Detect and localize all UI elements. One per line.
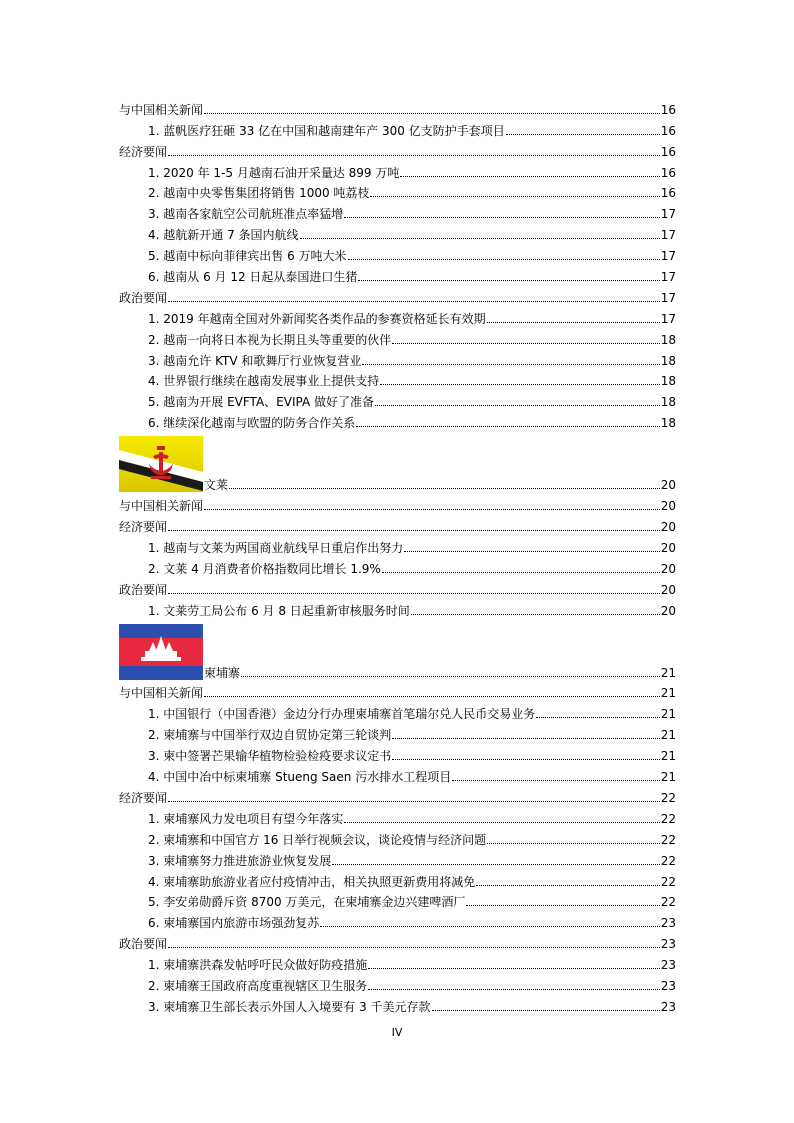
toc-page-number: 20: [660, 582, 676, 597]
toc-page-number: 20: [660, 520, 676, 535]
toc-title: 2. 越南一向将日本视为长期且头等重要的伙伴: [148, 332, 392, 347]
toc-entry[interactable]: [119, 180, 676, 201]
toc-title: 与中国相关新闻: [119, 686, 204, 701]
toc-entry[interactable]: [119, 368, 676, 389]
toc-entry[interactable]: [119, 555, 676, 576]
toc-page-number: 16: [660, 144, 676, 159]
dot-leader: [411, 614, 660, 615]
toc-entry[interactable]: [119, 221, 676, 242]
toc-page-number: 22: [660, 895, 676, 910]
toc-entry[interactable]: [119, 388, 676, 409]
toc-page-number: 22: [660, 874, 676, 889]
dot-leader: [168, 301, 660, 302]
toc-entry[interactable]: [119, 909, 676, 930]
toc-page-number: 16: [660, 123, 676, 138]
toc-entry[interactable]: [119, 951, 676, 972]
toc-title: 3. 柬埔寨卫生部长表示外国人入境要有 3 千美元存款: [148, 999, 431, 1014]
toc-entry[interactable]: [119, 721, 676, 742]
toc-title: 1. 越南与文莱为两国商业航线早日重启作出努力: [148, 540, 404, 555]
toc-entry[interactable]: [119, 242, 676, 263]
dot-leader: [506, 134, 660, 135]
cambodia-flag: [119, 624, 203, 680]
toc-page-number: 17: [660, 207, 676, 222]
table-of-contents: [119, 96, 676, 1014]
toc-entry[interactable]: [119, 534, 676, 555]
toc-title: 5. 越南中标向菲律宾出售 6 万吨大米: [148, 249, 347, 264]
toc-entry[interactable]: [119, 805, 676, 826]
toc-title: 4. 世界银行继续在越南发展事业上提供支持: [148, 374, 380, 389]
toc-title: 柬埔寨: [204, 665, 241, 680]
toc-country-heading[interactable]: [119, 430, 676, 492]
dot-leader: [382, 572, 660, 573]
dot-leader: [356, 426, 659, 427]
toc-title: 1. 柬埔寨洪森发帖呼吁民众做好防疫措施: [148, 958, 368, 973]
toc-section-heading[interactable]: [119, 96, 676, 117]
toc-title: 与中国相关新闻: [119, 499, 204, 514]
toc-title: 1. 文莱劳工局公布 6 月 8 日起重新审核服务时间: [148, 603, 410, 618]
toc-entry[interactable]: [119, 847, 676, 868]
toc-entry[interactable]: [119, 326, 676, 347]
toc-page-number: 20: [660, 540, 676, 555]
toc-entry[interactable]: [119, 700, 676, 721]
dot-leader: [375, 405, 660, 406]
dot-leader: [400, 176, 659, 177]
toc-title: 3. 柬埔寨努力推进旅游业恢复发展: [148, 853, 332, 868]
toc-entry[interactable]: [119, 409, 676, 430]
dot-leader: [432, 1010, 660, 1011]
dot-leader: [344, 822, 659, 823]
dot-leader: [168, 155, 660, 156]
toc-page-number: 23: [660, 999, 676, 1014]
toc-page-number: 18: [660, 374, 676, 389]
dot-leader: [358, 280, 659, 281]
toc-section-heading[interactable]: [119, 138, 676, 159]
toc-page-number: 21: [660, 686, 676, 701]
toc-section-heading[interactable]: [119, 284, 676, 305]
toc-section-heading[interactable]: [119, 513, 676, 534]
toc-page-number: 20: [660, 603, 676, 618]
toc-country-heading[interactable]: [119, 618, 676, 680]
toc-page-number: 21: [660, 665, 676, 680]
dot-leader: [168, 530, 660, 531]
toc-title: 政治要闻: [119, 290, 168, 305]
dot-leader: [362, 364, 659, 365]
dot-leader: [392, 759, 659, 760]
toc-page-number: 23: [660, 958, 676, 973]
toc-page-number: 16: [660, 102, 676, 117]
toc-section-heading[interactable]: [119, 784, 676, 805]
dot-leader: [168, 947, 660, 948]
brunei-flag: [119, 436, 203, 492]
toc-page-number: 23: [660, 916, 676, 931]
toc-title: 5. 越南为开展 EVFTA、EVIPA 做好了准备: [148, 395, 374, 410]
dot-leader: [168, 801, 660, 802]
page-number: IV: [391, 1026, 403, 1039]
toc-page-number: 21: [660, 770, 676, 785]
toc-title: 2. 柬埔寨和中国官方 16 日举行视频会议，谈论疫情与经济问题: [148, 832, 487, 847]
dot-leader: [370, 196, 659, 197]
toc-title: 1. 柬埔寨风力发电项目有望今年落实: [148, 811, 344, 826]
toc-section-heading[interactable]: [119, 930, 676, 951]
toc-title: 4. 越航新开通 7 条国内航线: [148, 228, 299, 243]
toc-section-heading[interactable]: [119, 576, 676, 597]
toc-title: 6. 继续深化越南与欧盟的防务合作关系: [148, 416, 356, 431]
toc-title: 政治要闻: [119, 582, 168, 597]
toc-page-number: 22: [660, 853, 676, 868]
dot-leader: [348, 259, 660, 260]
dot-leader: [487, 843, 660, 844]
dot-leader: [487, 322, 660, 323]
toc-title: 与中国相关新闻: [119, 102, 204, 117]
toc-page-number: 20: [660, 478, 676, 493]
toc-title: 经济要闻: [119, 520, 168, 535]
toc-title: 6. 越南从 6 月 12 日起从泰国进口生猪: [148, 270, 358, 285]
toc-page-number: 16: [660, 186, 676, 201]
dot-leader: [380, 384, 659, 385]
dot-leader: [168, 593, 660, 594]
dot-leader: [368, 968, 659, 969]
toc-page-number: 21: [660, 728, 676, 743]
toc-section-heading[interactable]: [119, 680, 676, 701]
toc-title: 6. 柬埔寨国内旅游市场强劲复苏: [148, 916, 320, 931]
dot-leader: [452, 780, 660, 781]
toc-page-number: 16: [660, 165, 676, 180]
toc-entry[interactable]: [119, 889, 676, 910]
toc-title: 政治要闻: [119, 937, 168, 952]
toc-page-number: 23: [660, 937, 676, 952]
dot-leader: [204, 113, 660, 114]
toc-title: 经济要闻: [119, 790, 168, 805]
toc-entry[interactable]: [119, 826, 676, 847]
dot-leader: [392, 343, 659, 344]
toc-entry[interactable]: [119, 763, 676, 784]
toc-title: 2. 柬埔寨与中国举行双边自贸协定第三轮谈判: [148, 728, 392, 743]
toc-title: 4. 中国中冶中标柬埔寨 Stueng Saen 污水排水工程项目: [148, 770, 452, 785]
toc-page-number: 18: [660, 353, 676, 368]
dot-leader: [368, 989, 659, 990]
toc-page-number: 18: [660, 416, 676, 431]
toc-title: 1. 2020 年 1-5 月越南石油开采量达 899 万吨: [148, 165, 400, 180]
toc-title: 2. 柬埔寨王国政府高度重视辖区卫生服务: [148, 978, 368, 993]
toc-title: 3. 柬中签署芒果输华植物检验检疫要求议定书: [148, 749, 392, 764]
toc-title: 1. 蓝帆医疗狂砸 33 亿在中国和越南建年产 300 亿支防护手套项目: [148, 123, 505, 138]
toc-title: 4. 柬埔寨助旅游业者应付疫情冲击，相关执照更新费用将减免: [148, 874, 476, 889]
toc-page-number: 23: [660, 978, 676, 993]
dot-leader: [536, 717, 659, 718]
toc-entry[interactable]: [119, 868, 676, 889]
dot-leader: [204, 509, 660, 510]
toc-title: 经济要闻: [119, 144, 168, 159]
toc-entry[interactable]: [119, 972, 676, 993]
toc-title: 3. 越南允许 KTV 和歌舞厅行业恢复营业: [148, 353, 362, 368]
dot-leader: [320, 926, 659, 927]
toc-entry[interactable]: [119, 200, 676, 221]
toc-page-number: 17: [660, 228, 676, 243]
toc-title: 3. 越南各家航空公司航班准点率猛增: [148, 207, 344, 222]
dot-leader: [241, 676, 660, 677]
toc-title: 2. 越南中央零售集团将销售 1000 吨荔枝: [148, 186, 370, 201]
dot-leader: [392, 738, 659, 739]
toc-entry[interactable]: [119, 159, 676, 180]
toc-entry[interactable]: [119, 347, 676, 368]
toc-title: 文莱: [204, 478, 229, 493]
dot-leader: [344, 217, 659, 218]
toc-page-number: 17: [660, 270, 676, 285]
toc-entry[interactable]: [119, 263, 676, 284]
toc-page-number: 18: [660, 332, 676, 347]
toc-title: 1. 2019 年越南全国对外新闻奖各类作品的参赛资格延长有效期: [148, 311, 486, 326]
dot-leader: [466, 905, 659, 906]
toc-page-number: 20: [660, 499, 676, 514]
dot-leader: [300, 238, 660, 239]
toc-page-number: 21: [660, 707, 676, 722]
toc-page-number: 17: [660, 249, 676, 264]
toc-page-number: 22: [660, 811, 676, 826]
toc-page-number: 17: [660, 290, 676, 305]
toc-entry[interactable]: [119, 993, 676, 1014]
toc-entry[interactable]: [119, 117, 676, 138]
toc-title: 5. 李安弟勋爵斥资 8700 万美元，在柬埔寨金边兴建啤酒厂: [148, 895, 466, 910]
toc-page-number: 20: [660, 561, 676, 576]
dot-leader: [204, 696, 660, 697]
toc-page-number: 22: [660, 832, 676, 847]
toc-section-heading[interactable]: [119, 492, 676, 513]
toc-title: 1. 中国银行（中国香港）金边分行办理柬埔寨首笔瑞尔兑人民币交易业务: [148, 707, 536, 722]
toc-entry[interactable]: [119, 597, 676, 618]
dot-leader: [229, 488, 660, 489]
toc-page-number: 17: [660, 311, 676, 326]
toc-entry[interactable]: [119, 305, 676, 326]
toc-page-number: 18: [660, 395, 676, 410]
toc-title: 2. 文莱 4 月消费者价格指数同比增长 1.9%: [148, 561, 381, 576]
toc-page-number: 21: [660, 749, 676, 764]
dot-leader: [332, 864, 659, 865]
dot-leader: [404, 551, 659, 552]
toc-entry[interactable]: [119, 742, 676, 763]
toc-page-number: 22: [660, 790, 676, 805]
dot-leader: [476, 885, 659, 886]
